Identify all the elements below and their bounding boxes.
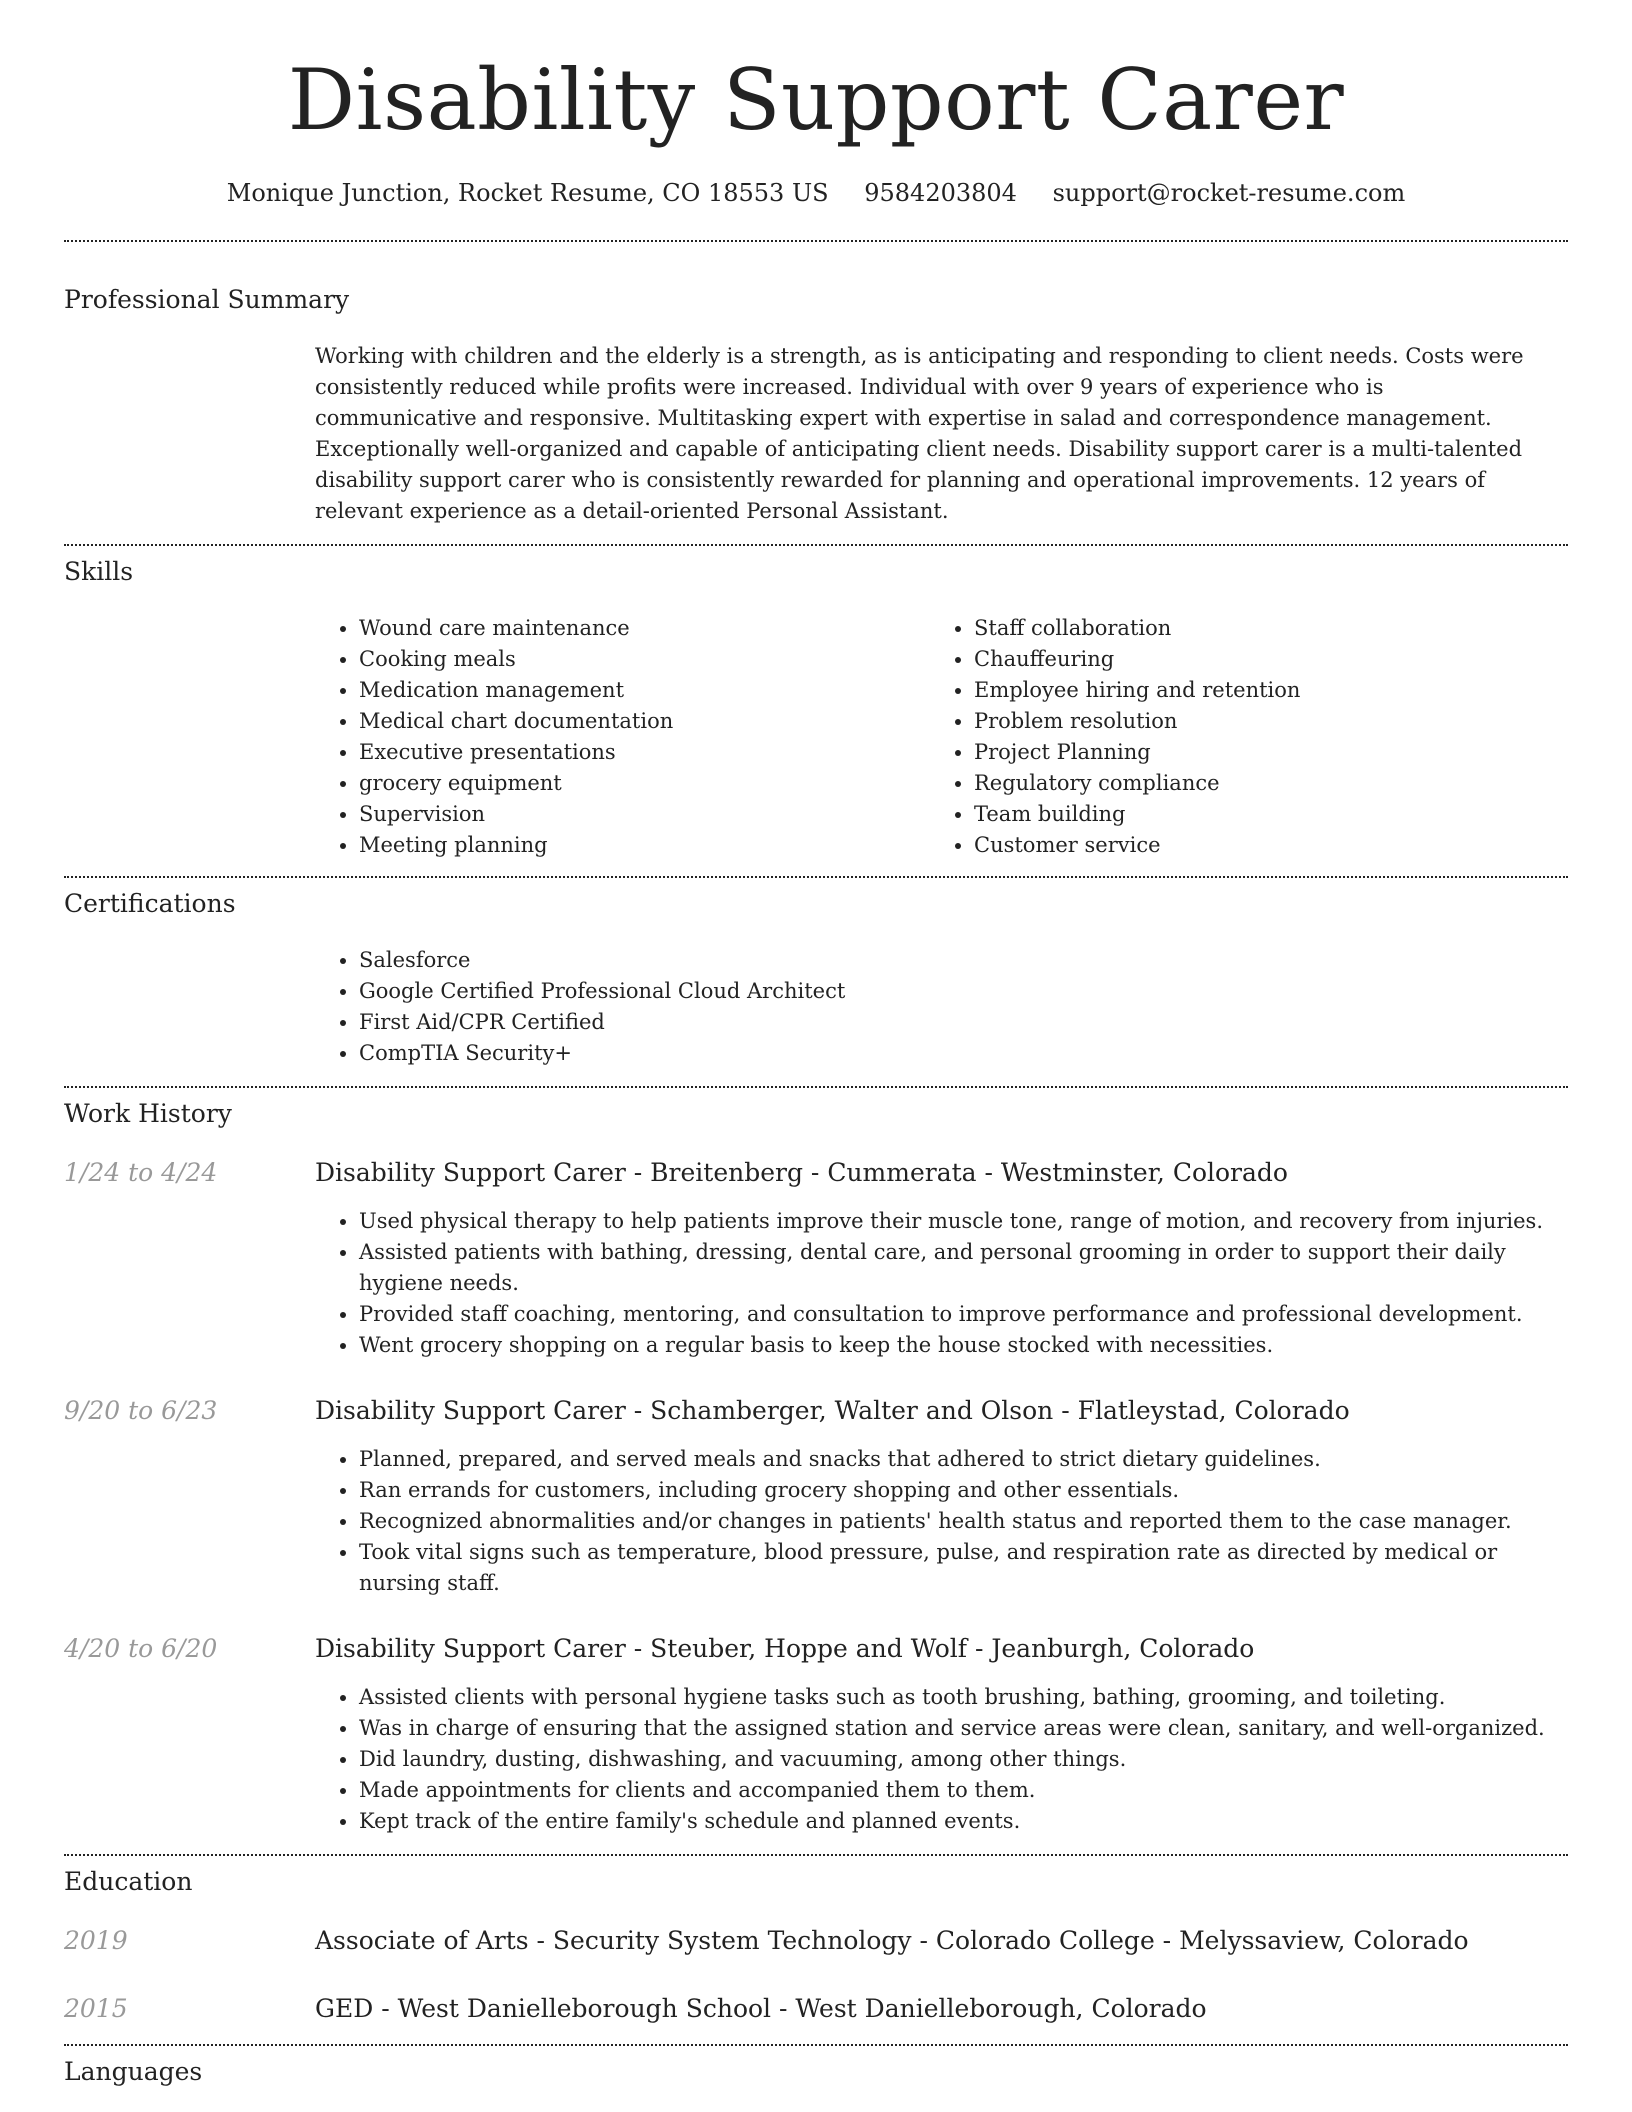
skills-list bbox=[315, 613, 1545, 861]
education-date: 2015 bbox=[64, 1994, 128, 2023]
job-duties bbox=[315, 1444, 1545, 1599]
skill-item: • Medical chart documentation bbox=[359, 706, 930, 737]
job-duty: • Ran errands for customers, including grocery shopping and other essentials. bbox=[359, 1475, 1545, 1506]
job-duty: • Used physical therapy to help patients improve their muscle tone, range of motion, and recovery from injuries. bbox=[359, 1206, 1545, 1237]
candidate-name: Disability Support Carer bbox=[287, 51, 1345, 149]
languages-heading: Languages bbox=[64, 2057, 203, 2086]
certification-item: • First Aid/CPR Certified bbox=[359, 1007, 1545, 1038]
education-date: 2019 bbox=[64, 1926, 128, 1955]
section-divider bbox=[64, 1086, 1568, 1088]
summary-heading: Professional Summary bbox=[64, 285, 350, 314]
skills-column-left bbox=[315, 613, 930, 861]
certification-item: • Google Certified Professional Cloud Architect bbox=[359, 976, 1545, 1007]
skill-item: • Staff collaboration bbox=[974, 613, 1545, 644]
job-duty: • Made appointments for clients and accompanied them to them. bbox=[359, 1775, 1545, 1806]
job-duty: • Planned, prepared, and served meals and snacks that adhered to strict dietary guidelines. bbox=[359, 1444, 1545, 1475]
skill-item: • grocery equipment bbox=[359, 768, 930, 799]
job-duties bbox=[315, 1682, 1545, 1837]
contact-phone: 9584203804 bbox=[864, 179, 1017, 207]
education-heading: Education bbox=[64, 1867, 193, 1896]
job-date: 4/20 to 6/20 bbox=[64, 1634, 218, 1663]
skill-item: • Medication management bbox=[359, 675, 930, 706]
certifications-heading: Certifications bbox=[64, 889, 236, 918]
contact-address: Monique Junction, Rocket Resume, CO 18553 US bbox=[226, 179, 829, 207]
skill-item: • Cooking meals bbox=[359, 644, 930, 675]
skill-item: • Supervision bbox=[359, 799, 930, 830]
skill-item: • Executive presentations bbox=[359, 737, 930, 768]
job-duty: • Kept track of the entire family's schedule and planned events. bbox=[359, 1806, 1545, 1837]
job-duty: • Assisted clients with personal hygiene tasks such as tooth brushing, bathing, grooming, and toileting. bbox=[359, 1682, 1545, 1713]
education-title: Associate of Arts - Security System Technology - Colorado College - Melyssaview, Colorado bbox=[315, 1926, 1469, 1955]
job-title: Disability Support Carer - Breitenberg - Cummerata - Westminster, Colorado bbox=[315, 1158, 1288, 1187]
skill-item: • Regulatory compliance bbox=[974, 768, 1545, 799]
section-divider bbox=[64, 876, 1568, 878]
skills-column-right bbox=[930, 613, 1545, 861]
resume-header bbox=[0, 0, 1632, 208]
skill-item: • Customer service bbox=[974, 830, 1545, 861]
job-duty: • Did laundry, dusting, dishwashing, and vacuuming, among other things. bbox=[359, 1744, 1545, 1775]
certification-item: • CompTIA Security+ bbox=[359, 1038, 1545, 1069]
job-duties bbox=[315, 1206, 1545, 1361]
job-title: Disability Support Carer - Schamberger, Walter and Olson - Flatleystad, Colorado bbox=[315, 1396, 1350, 1425]
section-divider bbox=[64, 544, 1568, 546]
job-duty: • Went grocery shopping on a regular basis to keep the house stocked with necessities. bbox=[359, 1330, 1545, 1361]
certification-item: • Salesforce bbox=[359, 945, 1545, 976]
summary-text: Working with children and the elderly is a strength, as is anticipating and responding to client needs. Costs were consistently reduced while profits were increased. Individual with over 9 years of experience who is communicative and responsive. Multitasking expert with expertise in salad and correspondence management. Exceptionally well-organized and capable of anticipating client needs. Disability support carer is a multi-talented disability support carer who is consistently rewarded for planning and operational improvements. 12 years of relevant experience as a detail-oriented Personal Assistant. bbox=[315, 344, 1524, 523]
contact-line bbox=[0, 178, 1632, 208]
section-divider bbox=[64, 2044, 1568, 2046]
job-duty: • Assisted patients with bathing, dressing, dental care, and personal grooming in order to support their daily hygiene needs. bbox=[359, 1237, 1545, 1299]
skill-item: • Team building bbox=[974, 799, 1545, 830]
job-duty: • Provided staff coaching, mentoring, and consultation to improve performance and professional development. bbox=[359, 1299, 1545, 1330]
contact-email[interactable]: support@rocket-resume.com bbox=[1052, 179, 1406, 207]
job-duty: • Took vital signs such as temperature, blood pressure, pulse, and respiration rate as directed by medical or nursing staff. bbox=[359, 1537, 1545, 1599]
job-duty: • Was in charge of ensuring that the assigned station and service areas were clean, sanitary, and well-organized. bbox=[359, 1713, 1545, 1744]
skills-heading: Skills bbox=[64, 557, 134, 586]
education-title: GED - West Danielleborough School - West Danielleborough, Colorado bbox=[315, 1994, 1207, 2023]
section-divider bbox=[64, 1854, 1568, 1856]
job-title: Disability Support Carer - Steuber, Hoppe and Wolf - Jeanburgh, Colorado bbox=[315, 1634, 1255, 1663]
skill-item: • Project Planning bbox=[974, 737, 1545, 768]
skill-item: • Wound care maintenance bbox=[359, 613, 930, 644]
job-date: 9/20 to 6/23 bbox=[64, 1396, 218, 1425]
skill-item: • Employee hiring and retention bbox=[974, 675, 1545, 706]
certifications-list bbox=[315, 945, 1545, 1069]
work-history-heading: Work History bbox=[64, 1099, 232, 1128]
job-duty: • Recognized abnormalities and/or changes in patients' health status and reported them to the case manager. bbox=[359, 1506, 1545, 1537]
skill-item: • Meeting planning bbox=[359, 830, 930, 861]
job-date: 1/24 to 4/24 bbox=[64, 1158, 218, 1187]
skill-item: • Chauffeuring bbox=[974, 644, 1545, 675]
section-divider bbox=[64, 240, 1568, 242]
skill-item: • Problem resolution bbox=[974, 706, 1545, 737]
